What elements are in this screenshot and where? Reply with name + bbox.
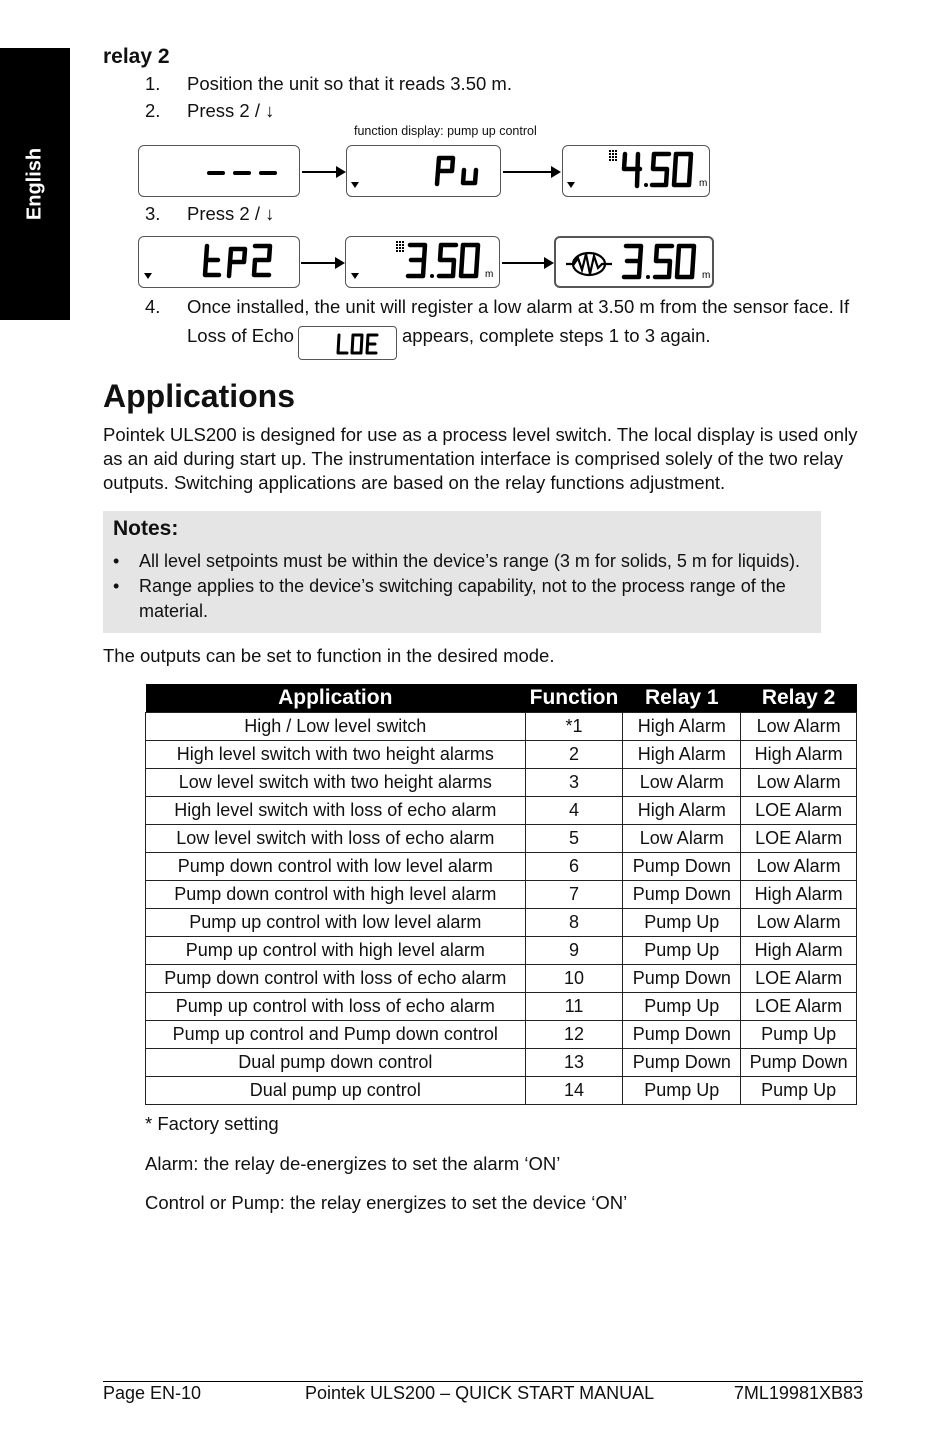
table-cell: High Alarm — [623, 797, 741, 825]
table-row — [146, 965, 857, 993]
table-cell: Low Alarm — [741, 909, 857, 937]
table-cell: Dual pump down control — [146, 1049, 526, 1077]
table-cell: High Alarm — [741, 937, 857, 965]
table-cell: Low Alarm — [741, 769, 857, 797]
column-header: Relay 1 — [623, 684, 741, 713]
table-row — [146, 853, 857, 881]
table-cell: LOE Alarm — [741, 797, 857, 825]
table-cell: 7 — [525, 881, 623, 909]
unit-label: m — [702, 270, 711, 281]
table-cell: Pump down control with low level alarm — [146, 853, 526, 881]
footer-title: Pointek ULS200 – QUICK START MANUAL — [305, 1383, 655, 1403]
table-cell: Pump up control with high level alarm — [146, 937, 526, 965]
page-title: Applications — [103, 378, 296, 414]
table-cell: Pump Down — [623, 1021, 741, 1049]
step-number: 4. — [145, 296, 161, 317]
table-cell: 5 — [525, 825, 623, 853]
table-cell: Low Alarm — [741, 713, 857, 741]
table-cell: Pump Down — [623, 853, 741, 881]
control-note: Control or Pump: the relay energizes to set the device ‘ON’ — [145, 1192, 628, 1213]
arrow-right-icon — [302, 163, 346, 181]
bullet-icon: • — [113, 551, 120, 571]
language-tab-label: English — [23, 147, 46, 221]
step-text: Once installed, the unit will register a low alarm at 3.50 m from the sensor face. If — [187, 296, 850, 317]
unit-label: m — [699, 178, 708, 189]
applications-table — [145, 684, 857, 1105]
table-cell: 2 — [525, 741, 623, 769]
table-cell: 14 — [525, 1077, 623, 1105]
table-cell: Low Alarm — [623, 769, 741, 797]
table-cell: Pump Down — [623, 965, 741, 993]
step-text: Press 2 / ↓ — [187, 100, 275, 121]
table-cell: High Alarm — [741, 741, 857, 769]
lcd-display-350-setpoint — [345, 236, 500, 288]
table-cell: Pump Up — [741, 1077, 857, 1105]
table-cell: High Alarm — [741, 881, 857, 909]
table-cell: Low Alarm — [623, 825, 741, 853]
table-cell: Pump Up — [623, 1077, 741, 1105]
echo-wave-icon — [566, 253, 612, 275]
table-cell: 3 — [525, 769, 623, 797]
table-row — [146, 713, 857, 741]
table-row — [146, 797, 857, 825]
footer-divider — [103, 1381, 863, 1382]
lcd-display-dashes — [138, 145, 300, 197]
table-cell: 9 — [525, 937, 623, 965]
arrow-right-icon — [503, 163, 561, 181]
section-heading: relay 2 — [103, 45, 170, 68]
display-caption: function display: pump up control — [354, 124, 537, 138]
intro-paragraph: Pointek ULS200 is designed for use as a process level switch. The local display is used only as an aid during start up. The instrumentation interface is comprised solely of the two relay outputs. Switching applications are based on the relay functions adjustment. — [103, 424, 858, 493]
table-cell: Pump up control with low level alarm — [146, 909, 526, 937]
notes-box — [103, 511, 821, 633]
table-cell: Pump up control and Pump down control — [146, 1021, 526, 1049]
table-cell: LOE Alarm — [741, 965, 857, 993]
table-cell: Pump up control with loss of echo alarm — [146, 993, 526, 1021]
lcd-display-tp2 — [138, 236, 300, 288]
arrow-right-icon — [502, 254, 554, 272]
lcd-display-450 — [562, 145, 710, 197]
table-row — [146, 1021, 857, 1049]
table-cell: Pump down control with loss of echo alarm — [146, 965, 526, 993]
table-cell: 11 — [525, 993, 623, 1021]
table-cell: 12 — [525, 1021, 623, 1049]
notes-heading: Notes: — [113, 517, 179, 540]
step-text: Position the unit so that it reads 3.50 m. — [187, 73, 512, 94]
table-cell: LOE Alarm — [741, 993, 857, 1021]
column-header: Application — [146, 684, 526, 713]
lcd-display-pu — [346, 145, 501, 197]
note-item: • Range applies to the device’s switching capability, not to the process range of the material. — [113, 576, 786, 621]
table-cell: Pump Down — [623, 1049, 741, 1077]
table-cell: LOE Alarm — [741, 825, 857, 853]
step-number: 3. — [145, 203, 161, 224]
table-row — [146, 825, 857, 853]
table-row — [146, 741, 857, 769]
loe-suffix-text: appears, complete steps 1 to 3 again. — [402, 325, 711, 346]
table-row — [146, 769, 857, 797]
table-cell: Pump Down — [623, 881, 741, 909]
column-header: Relay 2 — [741, 684, 857, 713]
bullet-icon: • — [113, 576, 120, 596]
table-cell: Low level switch with two height alarms — [146, 769, 526, 797]
table-cell: 4 — [525, 797, 623, 825]
table-cell: Pump Up — [623, 909, 741, 937]
step-number: 2. — [145, 100, 161, 121]
table-cell: High Alarm — [623, 713, 741, 741]
arrow-right-icon — [301, 254, 345, 272]
table-cell: Low Alarm — [741, 853, 857, 881]
table-row — [146, 1077, 857, 1105]
step-text: Press 2 / ↓ — [187, 203, 275, 224]
table-cell: *1 — [525, 713, 623, 741]
table-cell: High / Low level switch — [146, 713, 526, 741]
table-row — [146, 993, 857, 1021]
table-cell: Pump Down — [741, 1049, 857, 1077]
language-tab — [0, 48, 70, 320]
footer-doc-number: 7ML19981XB83 — [733, 1383, 863, 1403]
table-cell: Dual pump up control — [146, 1077, 526, 1105]
footer-page-number: Page EN-10 — [103, 1383, 202, 1403]
table-row — [146, 1049, 857, 1077]
unit-label: m — [485, 269, 494, 280]
note-item: • All level setpoints must be within the device’s range (3 m for solids, 5 m for liquids). — [113, 549, 813, 574]
table-cell: High level switch with two height alarms — [146, 741, 526, 769]
table-cell: High level switch with loss of echo alarm — [146, 797, 526, 825]
table-header-row — [146, 684, 857, 713]
lcd-display-loe — [298, 326, 397, 360]
table-cell: Pump Up — [741, 1021, 857, 1049]
table-cell: 8 — [525, 909, 623, 937]
outputs-text: The outputs can be set to function in the desired mode. — [103, 645, 555, 666]
step-number: 1. — [145, 73, 161, 94]
alarm-note: Alarm: the relay de-energizes to set the alarm ‘ON’ — [145, 1153, 561, 1174]
table-cell: High Alarm — [623, 741, 741, 769]
table-row — [146, 909, 857, 937]
table-cell: Pump Up — [623, 993, 741, 1021]
footnote: * Factory setting — [145, 1113, 279, 1134]
table-cell: 10 — [525, 965, 623, 993]
column-header: Function — [525, 684, 623, 713]
table-cell: Pump down control with high level alarm — [146, 881, 526, 909]
loe-prefix-text: Loss of Echo — [187, 325, 294, 346]
table-cell: 13 — [525, 1049, 623, 1077]
table-cell: Low level switch with loss of echo alarm — [146, 825, 526, 853]
lcd-display-350-active — [554, 236, 714, 288]
table-row — [146, 937, 857, 965]
table-cell: Pump Up — [623, 937, 741, 965]
table-cell: 6 — [525, 853, 623, 881]
table-row — [146, 881, 857, 909]
